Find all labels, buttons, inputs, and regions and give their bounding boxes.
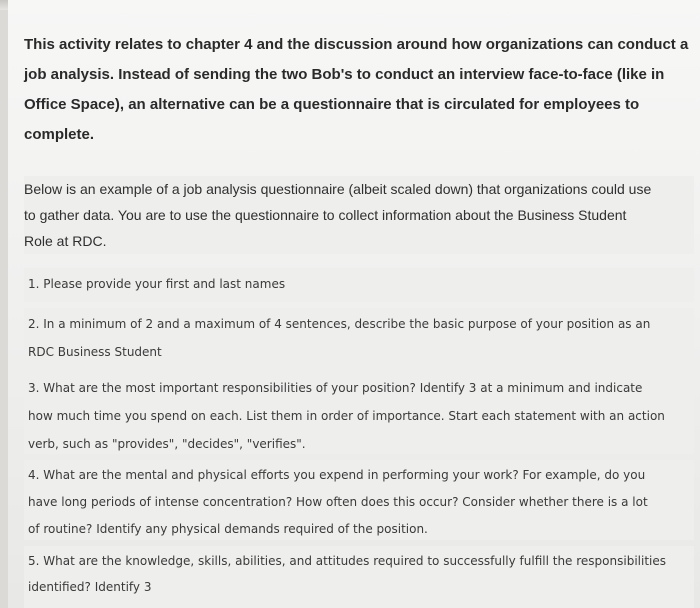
intro-line: complete. <box>24 126 95 143</box>
description-line: Below is an example of a job analysis questionnaire (albeit scaled down) that organizations could use <box>24 181 652 197</box>
question-3 <box>24 372 694 454</box>
question-2 <box>24 308 694 364</box>
document-page <box>8 0 700 608</box>
question-4 <box>24 460 694 540</box>
question-line: 1. Please provide your first and last names <box>28 277 286 291</box>
question-line: how much time you spend on each. List them in order of importance. Start each statement with an action <box>28 409 665 423</box>
intro-paragraph <box>24 30 692 150</box>
question-line: 4. What are the mental and physical efforts you expend in performing your work? For example, do you <box>28 468 646 482</box>
question-5 <box>24 546 694 608</box>
question-line: have long periods of intense concentration? How often does this occur? Consider whether there is a lot <box>28 495 648 509</box>
question-line: 5. What are the knowledge, skills, abilities, and attitudes required to successfully fulfill the responsibilities <box>28 554 667 568</box>
description-line: Role at RDC. <box>24 233 107 249</box>
question-line: verb, such as "provides", "decides", "verifies". <box>28 437 306 451</box>
description-paragraph <box>24 176 694 254</box>
question-1 <box>24 268 694 302</box>
question-line: 3. What are the most important responsibilities of your position? Identify 3 at a minimum and indicate <box>28 381 643 395</box>
intro-line: Office Space), an alternative can be a questionnaire that is circulated for employees to <box>24 96 640 113</box>
question-line: of routine? Identify any physical demands required of the position. <box>28 522 428 536</box>
intro-line: job analysis. Instead of sending the two Bob's to conduct an interview face-to-face (like in <box>24 66 665 83</box>
question-line: 2. In a minimum of 2 and a maximum of 4 sentences, describe the basic purpose of your position as an <box>28 317 651 331</box>
intro-line: This activity relates to chapter 4 and the discussion around how organizations can conduct a <box>24 36 689 53</box>
question-line: RDC Business Student <box>28 345 162 359</box>
description-line: to gather data. You are to use the questionnaire to collect information about the Business Student <box>24 207 627 223</box>
question-line: identified? Identify 3 <box>28 580 152 594</box>
